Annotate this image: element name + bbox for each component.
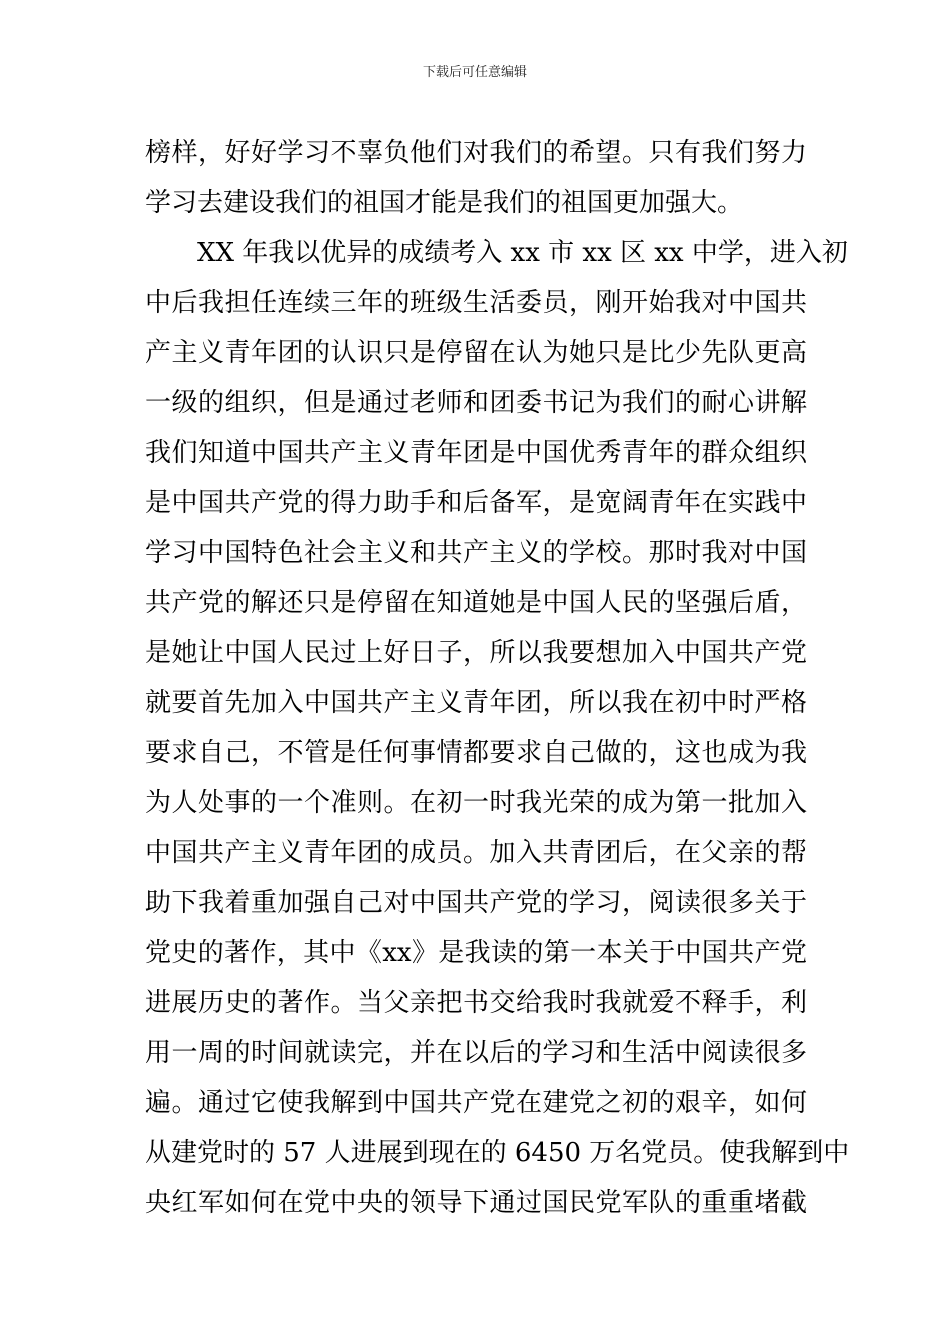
text-line: 从建党时的 57 人进展到现在的 6450 万名党员。使我解到中 — [145, 1138, 850, 1168]
text-line: 是她让中国人民过上好日子，所以我要想加入中国共产党 — [145, 638, 807, 668]
text-line: 是中国共产党的得力助手和后备军，是宽阔青年在实践中 — [145, 488, 807, 518]
text-line: 党史的著作，其中《xx》是我读的第一本关于中国共产党 — [145, 938, 807, 968]
text-line: 进展历史的著作。当父亲把书交给我时我就爱不释手，利 — [145, 988, 807, 1018]
text-line: 就要首先加入中国共产主义青年团，所以我在初中时严格 — [145, 688, 807, 718]
text-line: 产主义青年团的认识只是停留在认为她只是比少先队更高 — [145, 338, 807, 368]
text-line: 助下我着重加强自己对中国共产党的学习，阅读很多关于 — [145, 888, 807, 918]
text-line: 遍。通过它使我解到中国共产党在建党之初的艰辛，如何 — [145, 1088, 807, 1118]
text-line: 中后我担任连续三年的班级生活委员，刚开始我对中国共 — [145, 288, 807, 318]
text-line: 中国共产主义青年团的成员。加入共青团后，在父亲的帮 — [145, 838, 807, 868]
text-line: 榜样，好好学习不辜负他们对我们的希望。只有我们努力 — [145, 138, 807, 168]
text-line: 学习中国特色社会主义和共产主义的学校。那时我对中国 — [145, 538, 807, 568]
text-line: 共产党的解还只是停留在知道她是中国人民的坚强后盾， — [145, 588, 807, 618]
text-line: 要求自己，不管是任何事情都要求自己做的，这也成为我 — [145, 738, 807, 768]
text-line: 学习去建设我们的祖国才能是我们的祖国更加强大。 — [145, 188, 744, 218]
text-line: 用一周的时间就读完，并在以后的学习和生活中阅读很多 — [145, 1038, 807, 1068]
text-line: 央红军如何在党中央的领导下通过国民党军队的重重堵截 — [145, 1188, 807, 1218]
text-line: 为人处事的一个准则。在初一时我光荣的成为第一批加入 — [145, 788, 807, 818]
page-header: 下载后可任意编辑 — [422, 65, 527, 80]
text-line: 一级的组织，但是通过老师和团委书记为我们的耐心讲解 — [145, 388, 807, 418]
body-text — [145, 128, 850, 1228]
text-line: 我们知道中国共产主义青年团是中国优秀青年的群众组织 — [145, 438, 807, 468]
text-line: XX 年我以优异的成绩考入 xx 市 xx 区 xx 中学，进入初 — [197, 238, 848, 268]
